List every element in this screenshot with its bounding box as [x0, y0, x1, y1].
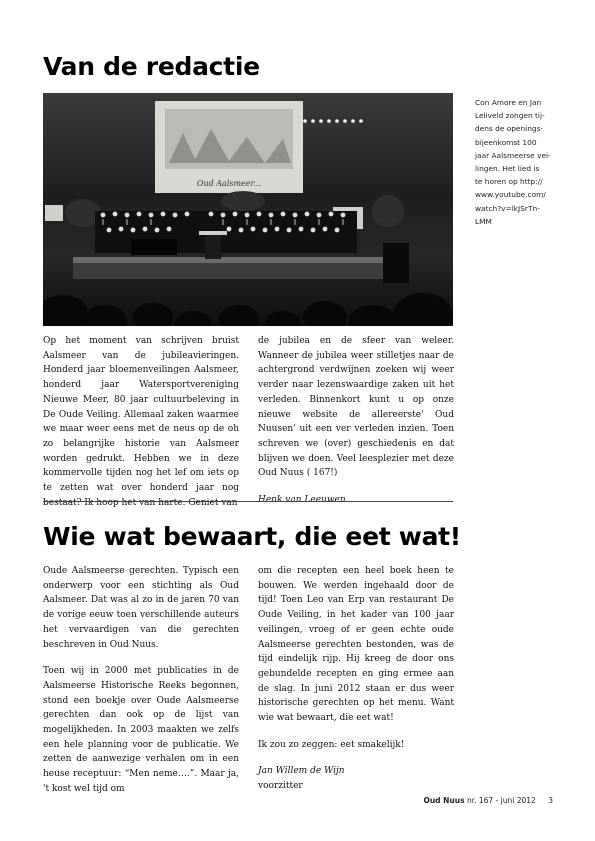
- article1-paragraph: de jubilea en de sfeer van weleer. Wanneer de jubilea weer stilletjes naar de achtergrond verdwijnen zoeken wij weer verder naar lezenswaardige zaken uit het verleden. Binnenkort kunt u op onze nieuwe website de allereerste' Oud Nuusen' uit een ver verleden inzien. Toen schreven we (over) geschiedenis en dat blijven we doen. Veel leesplezier met deze Oud Nuus ( 167!): [258, 336, 454, 479]
- article1-paragraph: Op het moment van schrijven bruist Aalsmeer van de jubileavieringen. Honderd jaar bloemenveilingen Aalsmeer, honderd jaar Watersportvereniging Nieuwe Meer, 80 jaar cultuurbeleving in De Oude Veiling. Allemaal zaken waarmee we maar weer eens met de neus op de oh zo belangrijke historie van Aalsmeer worden gedrukt. Hebben we in deze kommervolle tijden nog het lef om iets op te zetten wat over honderd jaar nog bestaat? Ik hoop het van harte. Geniet van: [43, 336, 239, 508]
- caption-line: dens de openings-: [475, 124, 544, 134]
- footer-magazine-name: Oud Nuus: [423, 796, 465, 805]
- caption-line: www.youtube.com/: [475, 190, 546, 200]
- caption-line: watch?v=lkJSrTn-: [475, 203, 540, 213]
- page-footer: [423, 796, 553, 805]
- caption-line: Con Amore en Jan: [475, 98, 542, 107]
- section-divider: [43, 501, 453, 502]
- article2-paragraph: Toen wij in 2000 met publicaties in de Aalsmeerse Historische Reeks begonnen, stond een boekje over Oude Aalsmeerse gerechten dan ook op de lijst van mogelijkheden. In 2003 maakten we zelfs een hele planning voor de publicatie. We zetten de aanwezige verhalen om in een heuse receptuur: “Men neme….”. Maar ja, 't kost wel tijd om: [43, 666, 239, 794]
- article2-column-right: [258, 564, 454, 794]
- article2-paragraph: Ik zou zo zeggen: eet smakelijk!: [258, 739, 405, 750]
- caption-line: lingen. Het lied is: [475, 164, 540, 174]
- article1-column-right: [258, 334, 454, 508]
- article2-signature-role: voorzitter: [258, 781, 303, 792]
- article2-column-left: [43, 564, 239, 797]
- article2-paragraph: Oude Aalsmeerse gerechten. Typisch een onderwerp voor een stichting als Oud Aalsmeer. Dat was al zo in de jaren 70 van de vorige eeuw toen verschillende auteurs het vervaardigen van die gerechten beschreven in Oud Nuus.: [43, 566, 239, 650]
- caption-line: jaar Aalsmeerse vei-: [475, 150, 551, 160]
- caption-line: te horen op http://: [475, 177, 543, 187]
- article1-column-left: [43, 334, 239, 510]
- article2-signature-name: Jan Willem de Wijn: [258, 766, 345, 777]
- page-number: 3: [548, 796, 553, 805]
- article-title: Van de redactie: [43, 52, 260, 81]
- footer-issue: nr. 167 - juni 2012: [466, 796, 536, 805]
- article-title: Wie wat bewaart, die eet wat!: [43, 522, 461, 551]
- photo-caption: [475, 96, 553, 228]
- caption-line: Leliveld zongen tij-: [475, 111, 545, 121]
- concert-photo: [43, 93, 453, 326]
- svg-text:Oud Aalsmeer...: Oud Aalsmeer...: [196, 179, 262, 188]
- concert-photo-illustration: [43, 93, 453, 326]
- article2-paragraph: om die recepten een heel boek heen te bouwen. We werden ingehaald door de tijd! Toen Leo van Erp van restaurant De Oude Veiling, in het kader van 100 jaar veilingen, vroeg of er geen echte oude Aalsmeerse gerechten bestonden, was de tijd eindelijk rijp. Hij kreeg de door ons gebundelde recepten en ging ermee aan de slag. In juni 2012 staan er dus weer historische gerechten op het menu. Want wie wat bewaart, die eet wat!: [258, 566, 454, 724]
- caption-line: bijeenkomst 100: [475, 137, 537, 147]
- article1-signature: Henk van Leeuwen: [258, 495, 346, 506]
- caption-line: LMM: [475, 216, 492, 226]
